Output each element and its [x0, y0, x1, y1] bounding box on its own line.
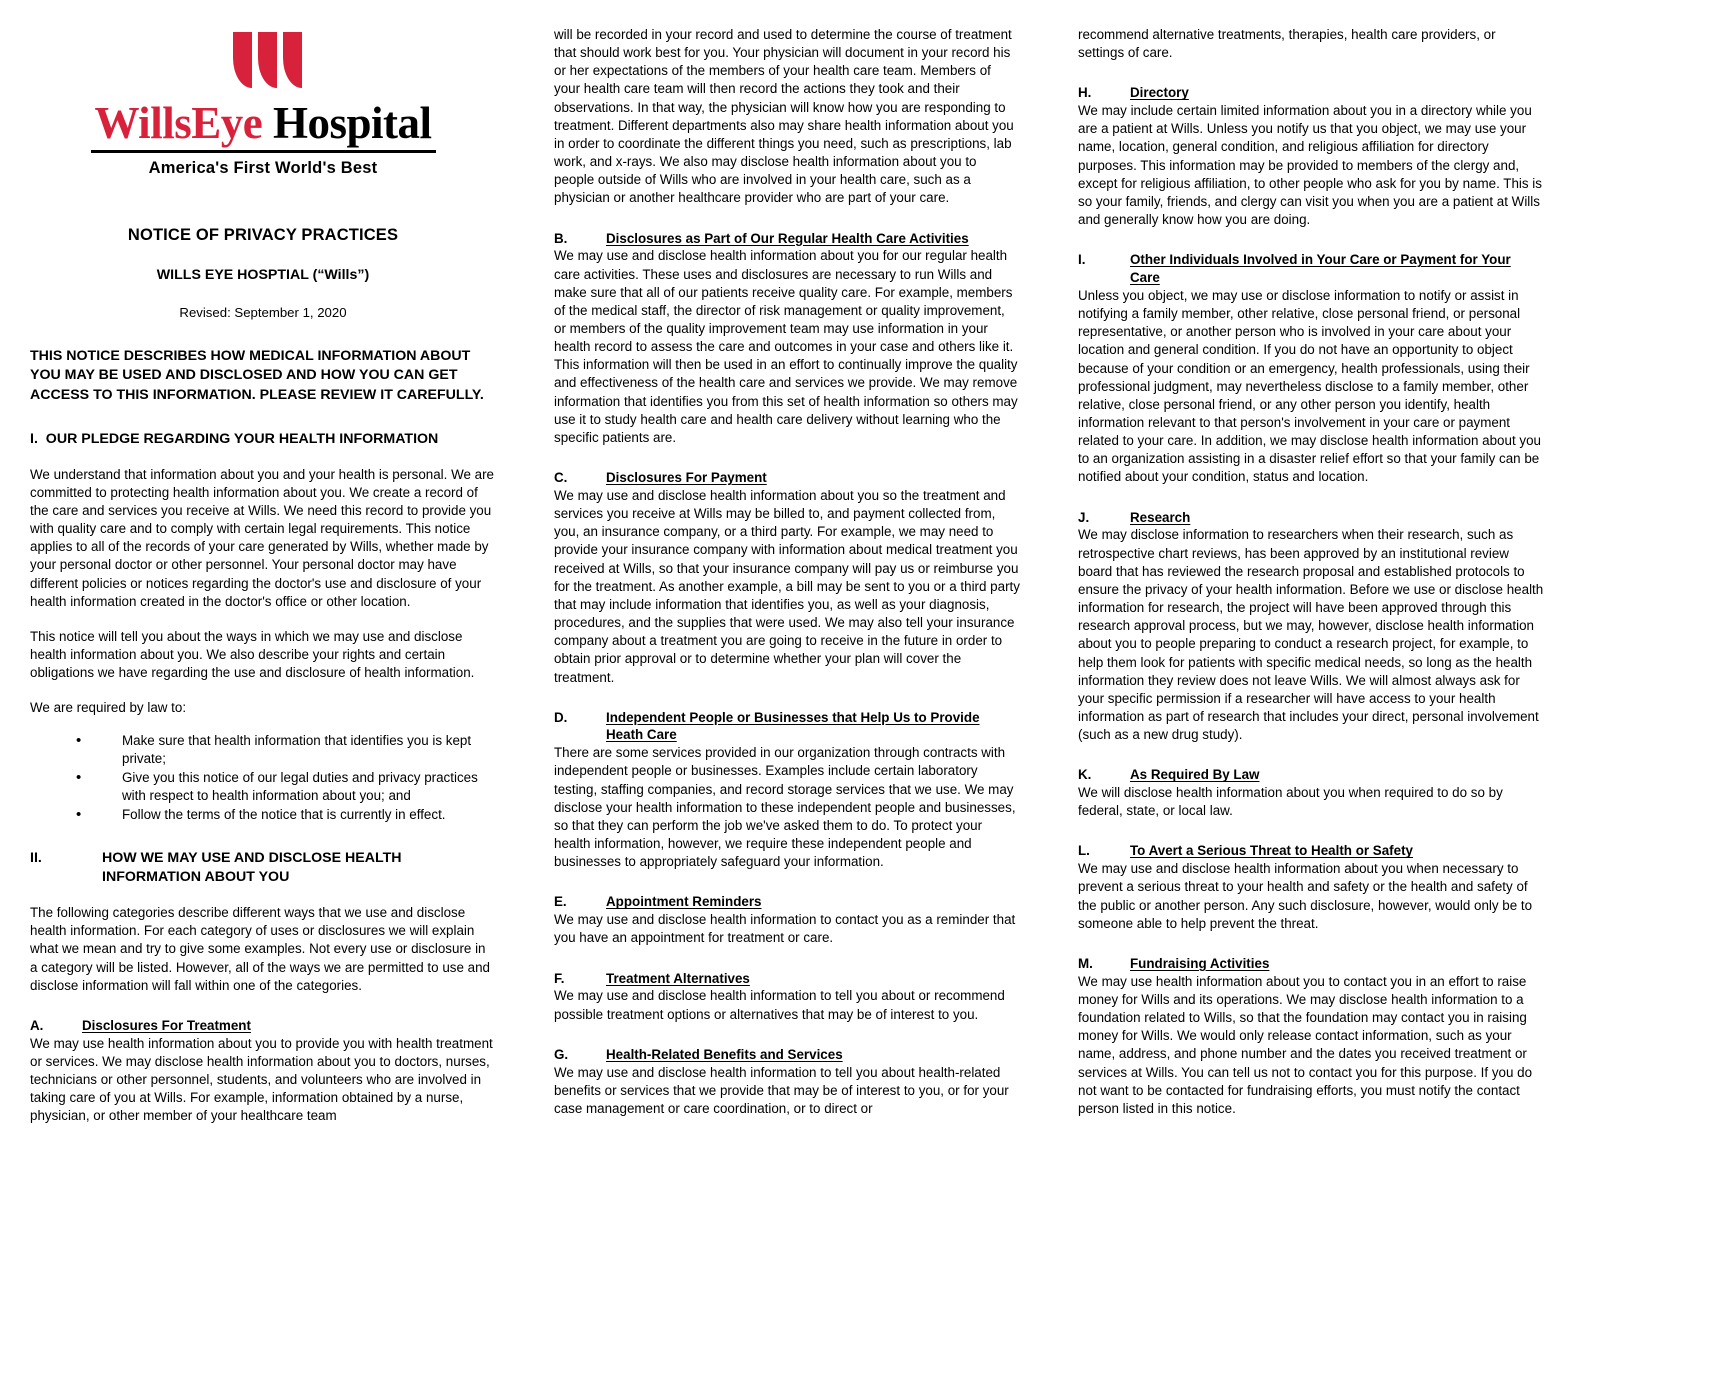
section-letter-K: K. — [1078, 767, 1092, 783]
section-heading-J — [1078, 509, 1544, 527]
section-letter-E: E. — [554, 894, 567, 910]
logo-marks-icon — [38, 32, 496, 88]
section-letter-L: L. — [1078, 843, 1090, 859]
section-I-paragraph-3: We are required by law to: — [30, 700, 187, 716]
section-I-care-body: Unless you object, we may use or disclose information to notify or assist in notifying a family member, other relative, close personal friend, or personal representative, or another person who is involved in your care about your location and general condition. If you do not have an opportunity to object because of your condition or an emergency, health professionals, using their professional judgment, may nevertheless disclose to a family member, other relative, close personal friend, or any other person you identify, health information relevant to that person's involvement in your care or payment related to your care. In addition, we may disclose health information about you to an organization assisting in a disaster relief effort so that your family can be notified about your condition, status and location. — [1078, 287, 1541, 485]
section-title-A: Disclosures For Treatment — [82, 1017, 251, 1033]
section-letter-F: F. — [554, 970, 565, 986]
section-heading-L — [1078, 842, 1544, 860]
section-A-body: We may use health information about you to provide you with health treatment or services. We may disclose health information about you to doctors, nurses, technicians or other personnel, students, and volunteers who are involved in taking care of you at Wills. For example, information obtained by a nurse, physician, or other member of your healthcare team — [30, 1035, 493, 1124]
notice-statement: THIS NOTICE DESCRIBES HOW MEDICAL INFORMATION ABOUT YOU MAY BE USED AND DISCLOSED AND HOW YOU CAN GET ACCESS TO THIS INFORMATION. PLEASE REVIEW IT CAREFULLY. — [30, 348, 484, 403]
section-heading-E — [554, 893, 1020, 911]
section-letter-D: D. — [554, 709, 568, 725]
section-title-B: Disclosures as Part of Our Regular Health Care Activities — [606, 230, 969, 246]
section-heading-F — [554, 970, 1020, 988]
section-heading-I-care — [1078, 251, 1544, 287]
section-title-M: Fundraising Activities — [1130, 955, 1270, 971]
section-E-body: We may use and disclose health information to contact you as a reminder that you have an appointment for treatment or care. — [554, 912, 1016, 946]
section-G-body-continued: recommend alternative treatments, therapies, health care providers, or settings of care. — [1078, 27, 1496, 61]
section-I-paragraph-1: We understand that information about you and your health is personal. We are committed to protecting health information about you. We create a record of the care and services you receive at Wills. We need this record to provide you with quality care and to comply with certain legal requirements. This notice applies to all of the records of your care generated by Wills, whether made by your personal doctor or other personnel. Your personal doctor may have different policies or notices regarding the doctor's use and disclosure of your health information created in the doctor's office or other location. — [30, 466, 494, 609]
section-letter-H: H. — [1078, 85, 1092, 101]
page-title: NOTICE OF PRIVACY PRACTICES — [127, 226, 399, 245]
section-heading-B — [554, 230, 1020, 248]
section-letter-A: A. — [30, 1017, 44, 1033]
section-title-I: OUR PLEDGE REGARDING YOUR HEALTH INFORMATION — [45, 430, 439, 447]
logo-wordmark-black: Hospital — [272, 98, 432, 148]
section-title-I-care: Other Individuals Involved in Your Care or Payment for Your Care — [1130, 252, 1511, 286]
logo-wordmark — [30, 100, 496, 147]
section-heading-II — [30, 849, 496, 887]
logo-wordmark-red: WillsEye — [94, 98, 263, 148]
hospital-logo — [30, 32, 496, 184]
section-letter-B: B. — [554, 230, 568, 246]
list-item: • Give you this notice of our legal duties and privacy practices with respect to health information about you; and — [76, 769, 496, 805]
section-letter-J: J. — [1078, 509, 1090, 525]
section-K-body: We will disclose health information about you when required to do so by federal, state, or local law. — [1078, 785, 1503, 819]
section-letter-I-care: I. — [1078, 252, 1086, 268]
section-heading-I — [30, 430, 496, 449]
section-II-paragraph-1: The following categories describe different ways that we use and disclose health information. For each category of uses or disclosures we will explain what we mean and try to give some examples. Not every use or disclosure in a category will be listed. However, all of the ways we are permitted to use and disclose information will fall within one of the categories. — [30, 905, 490, 993]
section-title-G: Health-Related Benefits and Services — [606, 1046, 843, 1062]
section-letter-C: C. — [554, 470, 568, 486]
section-title-II: HOW WE MAY USE AND DISCLOSE HEALTH INFORMATION ABOUT YOU — [102, 850, 402, 886]
section-J-body: We may disclose information to researchers when their research, such as retrospective chart reviews, has been approved by an institutional review board that has reviewed the research proposal and established protocols to ensure the privacy of your health information. Before we use or disclose health information for research, the project will have been approved through this research approval process, but we may, however, disclose health information about you to people preparing to conduct a research project, for example, to help them look for patients with specific medical needs, so long as the health information they review does not leave Wills. We will almost always ask for your specific permission if a researcher will have access to your health information as part of research that includes your direct, personal involvement (such as a new drug study). — [1078, 527, 1544, 743]
legal-requirements-list — [30, 732, 496, 825]
section-title-F: Treatment Alternatives — [606, 970, 750, 986]
logo-tagline: America's First World's Best — [148, 159, 378, 178]
section-H-body: We may include certain limited information about you in a directory while you are a patient at Wills. Unless you notify us that you object, we may use your name, location, general condition, and religious affiliation for directory purposes. This information may be provided to members of the clergy and, except for religious affiliation, to other people who ask for you by name. This is so your family, friends, and clergy can visit you when you are a patient at Wills and generally know how you are doing. — [1078, 103, 1542, 228]
document-column-1 — [30, 26, 496, 1125]
section-A-body-continued: will be recorded in your record and used to determine the course of treatment that should work best for you. Your physician will document in your record his or her expectations of the members of your health care team. Members of your health care team will then record the actions they took and their observations. In that way, the physician will know how you are responding to treatment. Different departments also may share health information about you in order to coordinate the different things you need, such as prescriptions, lab work, and x-rays. We also may disclose health information about you to people outside of Wills who are involved in your health care, such as a physician or another healthcare provider who are part of your care. — [554, 27, 1014, 206]
section-title-E: Appointment Reminders — [606, 894, 762, 910]
section-D-body: There are some services provided in our organization through contracts with independent people or businesses. Examples include certain laboratory testing, staffing companies, and record storage services that we use. We may disclose your health information to these independent people and businesses, so that they can perform the job we've asked them to do. To protect your health information, however, we require these independent people and businesses to appropriately safeguard your information. — [554, 745, 1016, 870]
section-title-J: Research — [1130, 509, 1191, 525]
section-title-D: Independent People or Businesses that Help Us to Provide Heath Care — [606, 709, 980, 743]
section-letter-M: M. — [1078, 955, 1093, 971]
section-number-II: II. — [30, 850, 42, 867]
section-title-C: Disclosures For Payment — [606, 470, 767, 486]
section-F-body: We may use and disclose health information to tell you about or recommend possible treatment options or alternatives that may be of interest to you. — [554, 988, 1005, 1022]
section-letter-G: G. — [554, 1046, 569, 1062]
section-L-body: We may use and disclose health information about you when necessary to prevent a serious threat to your health and safety or the health and safety of the public or another person. Any such disclosure, however, would only be to someone able to help prevent the threat. — [1078, 861, 1533, 931]
document-column-2 — [554, 26, 1020, 1118]
list-item: • Follow the terms of the notice that is currently in effect. — [76, 806, 496, 824]
section-heading-K — [1078, 766, 1544, 784]
section-I-paragraph-2: This notice will tell you about the ways in which we may use and disclose health information about you. We also describe your rights and certain obligations we have regarding the use and disclosure of health information. — [30, 628, 475, 681]
section-G-body: We may use and disclose health information to tell you about health-related benefits or services that we provide that may be of interest to you, or for your case management or care coordination, or to direct or — [554, 1064, 1009, 1116]
section-heading-H — [1078, 84, 1544, 102]
section-heading-M — [1078, 955, 1544, 973]
section-number-I: I. — [30, 430, 38, 447]
section-heading-D — [554, 709, 1020, 745]
list-item: • Make sure that health information that identifies you is kept private; — [76, 732, 496, 768]
section-heading-C — [554, 469, 1020, 487]
logo-divider — [91, 150, 436, 153]
revision-date: Revised: September 1, 2020 — [179, 305, 347, 321]
section-heading-G — [554, 1046, 1020, 1064]
document-columns — [30, 26, 1700, 1396]
section-M-body: We may use health information about you to contact you in an effort to raise money for Wills and its operations. We may disclose health information to a foundation related to Wills, so that the foundation may contact you in raising money for Wills. We would only release contact information, such as your name, address, and phone number and the dates you received treatment or services at Wills. You can tell us not to contact you for this purpose. If you do not want to be contacted for fundraising efforts, you must notify the contact person listed in this notice. — [1078, 973, 1533, 1116]
document-column-3 — [1078, 26, 1544, 1118]
section-B-body: We may use and disclose health information about you for our regular health care activities. These uses and disclosures are necessary to run Wills and make sure that all of our patients receive quality care. For example, members of the medical staff, the director of risk management or quality improvement, or members of the quality improvement team may use information in your health record to assess the care and outcomes in your case and others like it. This information will then be used in an effort to continually improve the quality and effectiveness of the health care and services we provide. We may remove information that identifies you from this set of health information so others may use it to study health care and health care delivery without learning who the specific patients are. — [554, 248, 1018, 445]
section-C-body: We may use and disclose health information about you so the treatment and services you receive at Wills may be billed to, and payment collected from, you, an insurance company, or a third party. For example, we may need to provide your insurance company with information about medical treatment you received at Wills, so that your insurance company will pay us or reimburse you for the treatment. As another example, a bill may be sent to you or a third party that may include information that identifies you, as well as your diagnosis, procedures, and the supplies that were used. We may also tell your insurance company about a treatment you are going to receive in the future in order to obtain prior approval or to determine whether your plan will cover the treatment. — [554, 487, 1020, 685]
section-title-K: As Required By Law — [1130, 767, 1260, 783]
section-heading-A — [30, 1017, 496, 1035]
page-subtitle: WILLS EYE HOSPTIAL (“Wills”) — [156, 267, 370, 284]
section-title-L: To Avert a Serious Threat to Health or Safety — [1130, 843, 1414, 859]
section-title-H: Directory — [1130, 85, 1189, 101]
